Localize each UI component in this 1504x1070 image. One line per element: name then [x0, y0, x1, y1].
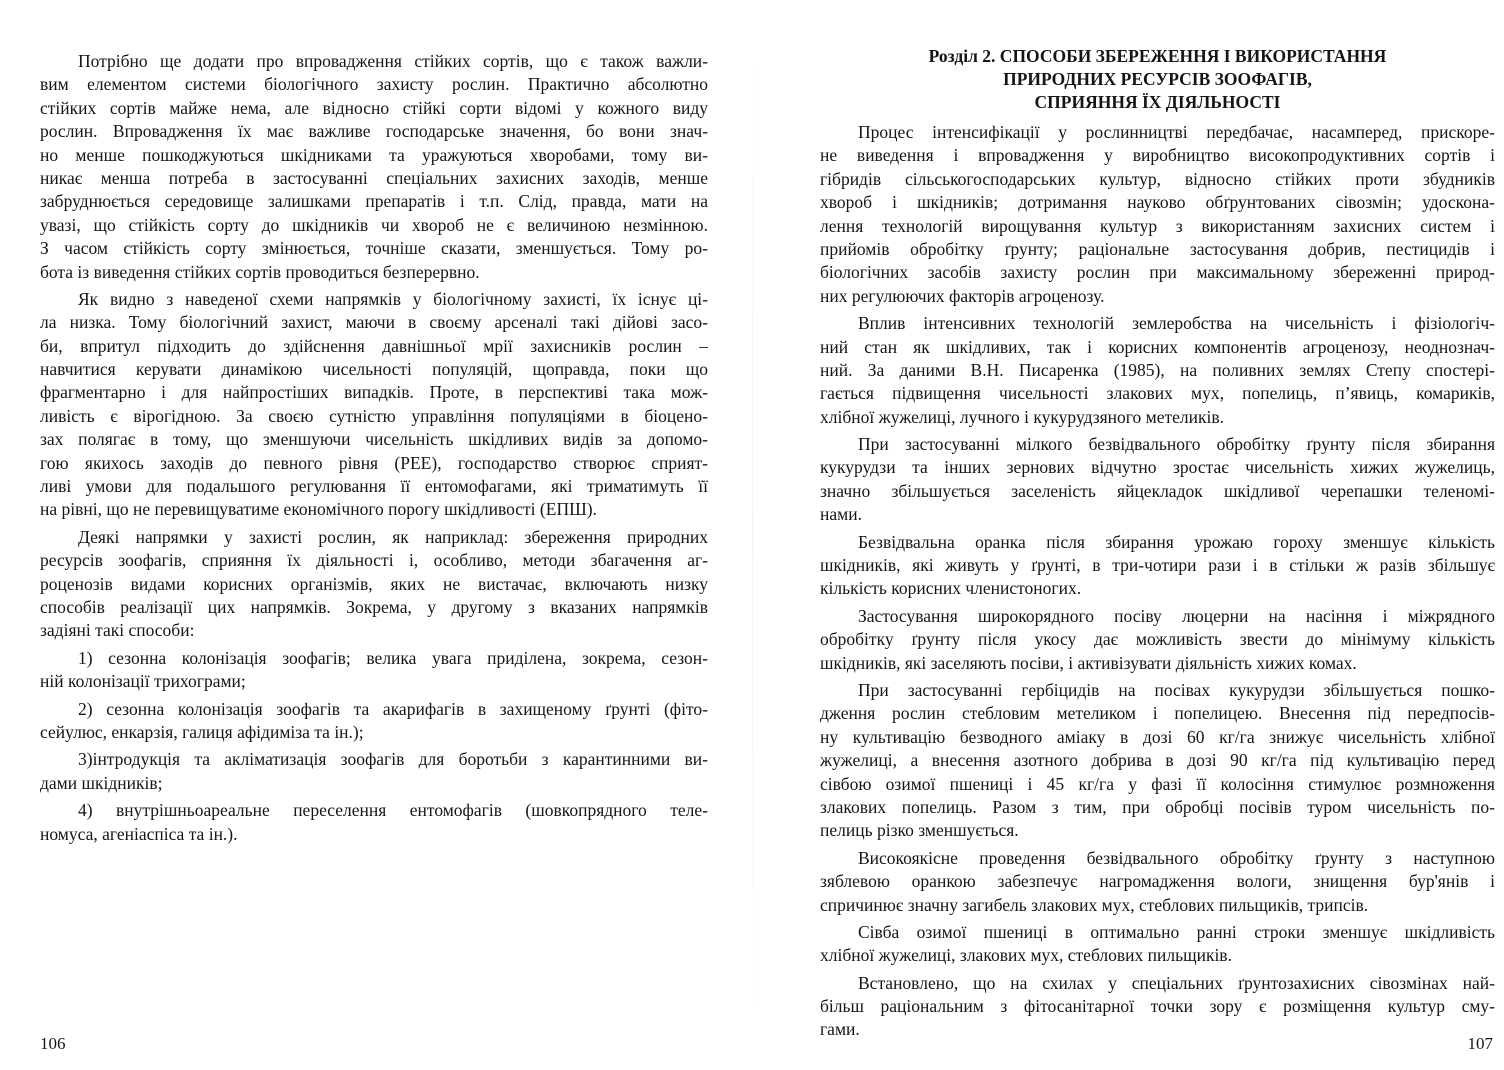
- text-line: З часом стійкість сорту змінюється, точніше сказати, зменшується. Тому ро-: [40, 238, 708, 259]
- paragraph: [40, 799, 708, 846]
- text-line: дами шкідників;: [40, 772, 163, 793]
- text-line: нами.: [820, 504, 862, 525]
- text-line: ресурсів зоофагів, сприяння їх діяльності і, особливо, методи збагачення аг-: [40, 550, 708, 571]
- text-line: гібридів сільськогосподарських культур, відносно стійких проти збудників: [820, 168, 1495, 189]
- text-line: хвороб і шкідників; дотримання науково обґрунтованих сівозмін; удоскона-: [820, 192, 1495, 213]
- text-line: фрагментарно і для найпростіших випадків. Проте, в перспективі така мож-: [40, 382, 708, 403]
- text-line: гами.: [820, 1019, 860, 1040]
- text-line: сейулюс, енкарзія, галиця афідиміза та ін.);: [40, 721, 364, 742]
- paragraph: [820, 847, 1495, 917]
- heading-line: ПРИРОДНИХ РЕСУРСІВ ЗООФАГІВ,: [1003, 69, 1312, 89]
- text-line: сівбою озимої пшениці і 45 кг/га у фазі її колосіння стимулює розмноження: [820, 773, 1495, 794]
- paragraph: [820, 121, 1495, 308]
- text-line: навчитися керувати динамікою чисельності популяцій, щоправда, поки що: [40, 359, 708, 380]
- text-line: Високоякісне проведення безвідвального обробітку ґрунту з наступною: [858, 847, 1495, 868]
- text-line: никає менша потреба в застосуванні спеціальних захисних заходів, менше: [40, 167, 708, 188]
- paragraph: [820, 531, 1495, 601]
- text-line: жужелиці, а внесення азотного добрива в дозі 90 кг/га під культивацію перед: [820, 750, 1495, 771]
- text-line: ливість є вірогідною. За своєю сутністю управління популяціями в біоцено-: [40, 405, 708, 426]
- text-line: ний. За даними В.Н. Писаренка (1985), на поливних землях Степу спостері-: [820, 359, 1495, 380]
- paragraph: [40, 288, 708, 522]
- text-line: Застосування широкорядного посіву люцерни на насіння і міжрядного: [858, 605, 1495, 626]
- text-line: ла низка. Тому біологічний захист, маючи в своєму арсеналі такі дійові засо-: [40, 312, 708, 333]
- text-line: шкідників, які заселяють посіви, і активізувати діяльність хижих комах.: [820, 652, 1357, 673]
- paragraph: [40, 698, 708, 745]
- text-line: Вплив інтенсивних технологій землеробства на чисельність і фізіологіч-: [858, 313, 1495, 334]
- text-line: ний стан як шкідливих, так і корисних компонентів агроценозу, неоднознач-: [820, 336, 1495, 357]
- paragraph: [40, 647, 708, 694]
- paragraph: [820, 312, 1495, 429]
- paragraph: [820, 433, 1495, 527]
- text-line: забруднюється середовище залишками препаратів і т.п. Слід, правда, мати на: [40, 191, 708, 212]
- text-line: гою якихось заходів до певного рівня (РЕЕ), господарство створює сприят-: [40, 452, 708, 473]
- text-line: спричинює значну загибель злакових мух, стеблових пильщиків, трипсів.: [820, 894, 1369, 915]
- text-line: зяблевою оранкою забезпечує нагромадження вологи, знищення бур'янів і: [820, 871, 1495, 892]
- text-line: лення технологій вирощування культур з використанням захисних систем і: [820, 215, 1495, 236]
- text-line: Безвідвальна оранка після збирання урожаю гороху зменшує кількість: [858, 531, 1495, 552]
- text-line: більш раціональним з фітосанітарної точки зору є розміщення культур сму-: [820, 996, 1495, 1017]
- text-line: Сівба озимої пшениці в оптимально ранні строки зменшує шкідливість: [858, 921, 1495, 942]
- text-line: значно збільшується заселеність яйцекладок шкідливої черепашки теленомі-: [820, 480, 1495, 501]
- page-number: 107: [1467, 1034, 1493, 1053]
- text-line: 3)інтродукція та акліматизація зоофагів для боротьби з карантинними ви-: [78, 749, 708, 770]
- paragraph: [820, 921, 1495, 968]
- text-line: них регулюючих факторів агроценозу.: [820, 285, 1105, 306]
- text-line: но менше пошкоджуються шкідниками та уражуються хворобами, тому ви-: [40, 144, 708, 165]
- text-line: не виведення і впровадження у виробництво високопродуктивних сортів і: [820, 145, 1495, 166]
- text-line: дження рослин стебловим метеликом і попелицею. Внесення під передпосів-: [820, 703, 1495, 724]
- paragraph: [40, 50, 708, 284]
- paragraph: [820, 605, 1495, 675]
- text-line: на рівні, що не перевищуватиме економічного порогу шкідливості (ЕПШ).: [40, 499, 597, 520]
- paragraph: [820, 972, 1495, 1042]
- text-line: ній колонізації трихограми;: [40, 671, 246, 692]
- chapter-heading: [820, 45, 1495, 114]
- text-line: При застосуванні мілкого безвідвального обробітку ґрунту після збирання: [858, 434, 1495, 455]
- text-line: шкідників, які живуть у ґрунті, в три-чотири рази і в стільки ж разів збільшує: [820, 555, 1495, 576]
- text-line: вим елементом системи біологічного захисту рослин. Практично абсолютно: [40, 74, 708, 95]
- text-line: Як видно з наведеної схеми напрямків у біологічному захисті, їх існує ці-: [78, 288, 708, 309]
- page-number: 106: [40, 1034, 66, 1053]
- left-page: [40, 0, 708, 1070]
- paragraph: [40, 748, 708, 795]
- text-line: 4) внутрішньоареальне переселення ентомофагів (шовкопрядного теле-: [78, 800, 708, 821]
- text-line: 2) сезонна колонізація зоофагів та акарифагів в захищеному ґрунті (фіто-: [78, 698, 708, 719]
- text-line: гається підвищення чисельності злакових мух, попелиць, п’явиць, комариків,: [820, 383, 1495, 404]
- text-line: 1) сезонна колонізація зоофагів; велика увага приділена, зокрема, сезон-: [78, 647, 708, 668]
- text-line: ну культивацію безводного аміаку в дозі 60 кг/га знижує чисельність хлібної: [820, 726, 1495, 747]
- heading-line: СПРИЯННЯ ЇХ ДІЯЛЬНОСТІ: [1034, 92, 1281, 112]
- paragraph: [820, 679, 1495, 843]
- text-line: номуса, агеніаспіса та ін.).: [40, 823, 238, 844]
- right-page: [820, 0, 1495, 1070]
- heading-line: Розділ 2. СПОСОБИ ЗБЕРЕЖЕННЯ І ВИКОРИСТАННЯ: [928, 46, 1387, 66]
- text-line: хлібної жужелиці, лучного і кукурудзяного метеликів.: [820, 406, 1225, 427]
- paragraph: [40, 526, 708, 643]
- text-line: пелиць різко зменшується.: [820, 820, 1019, 841]
- right-page-body: [820, 121, 1495, 1046]
- text-line: кукурудзи та інших зернових відчутно зростає чисельність хижих жужелиць,: [820, 457, 1495, 478]
- text-line: Встановлено, що на схилах у спеціальних ґрунтозахисних сівозмінах най-: [858, 972, 1495, 993]
- text-line: ливі умови для подальшого регулювання її ентомофагами, які триматимуть її: [40, 476, 708, 497]
- book-gutter: [752, 0, 753, 1070]
- text-line: увазі, що стійкість сорту до шкідників чи хвороб не є величиною незмінною.: [40, 214, 708, 235]
- text-line: Процес інтенсифікації у рослинництві передбачає, насамперед, прискоре-: [858, 122, 1495, 142]
- text-line: біологічних засобів захисту рослин при максимальному збереженні природ-: [820, 262, 1495, 283]
- text-line: злакових попелиць. Разом з тим, при обробці посівів туром чисельність по-: [820, 796, 1495, 817]
- text-line: Деякі напрямки у захисті рослин, як наприклад: збереження природних: [78, 526, 708, 547]
- text-line: роценозів видами корисних організмів, яких не вистачає, включають низку: [40, 573, 708, 594]
- text-line: Потрібно ще додати про впровадження стійких сортів, що є також важли-: [78, 51, 708, 71]
- text-line: хлібної жужелиці, злакових мух, стеблових пильщиків.: [820, 945, 1232, 966]
- text-line: бота із виведення стійких сортів проводиться безперервно.: [40, 261, 480, 282]
- text-line: способів реалізації цих напрямків. Зокрема, у другому з вказаних напрямків: [40, 596, 708, 617]
- text-line: задіяні такі способи:: [40, 620, 195, 641]
- text-line: При застосуванні гербіцидів на посівах кукурудзи збільшується пошко-: [858, 679, 1495, 700]
- text-line: рослин. Впровадження їх має важливе господарське значення, бо вони знач-: [40, 121, 708, 142]
- text-line: кількість корисних членистоногих.: [820, 578, 1082, 599]
- left-page-body: [40, 50, 708, 850]
- text-line: обробітку ґрунту після укосу дає можливість звести до мінімуму кількість: [820, 629, 1495, 650]
- text-line: би, впритул підходить до здійснення давнішньої мрії захисників рослин –: [40, 335, 708, 356]
- text-line: зах полягає в тому, що зменшуючи чисельність шкідливих видів за допомо-: [40, 429, 708, 450]
- text-line: прийомів обробітку ґрунту; раціональне застосування добрив, пестицидів і: [820, 238, 1495, 259]
- text-line: стійких сортів майже нема, але відносно стійкі сорти відомі у кожного виду: [40, 97, 708, 118]
